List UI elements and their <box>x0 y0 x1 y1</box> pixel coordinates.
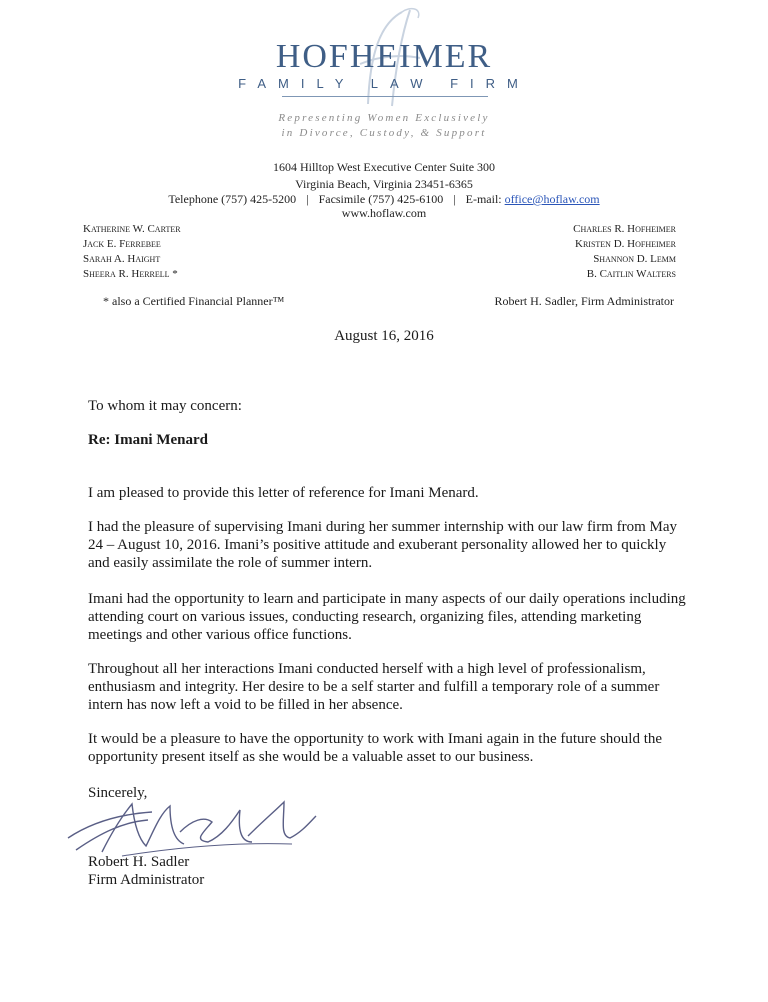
address-line-1: 1604 Hilltop West Executive Center Suite 300 <box>272 160 496 174</box>
closing: Sincerely, <box>88 785 148 801</box>
staff-member: Charles R. Hofheimer <box>573 223 676 235</box>
staff-member: Shannon D. Lemm <box>593 253 676 265</box>
email-link[interactable]: office@hoflaw.com <box>504 192 600 206</box>
letterhead-divider <box>282 96 488 97</box>
telephone: Telephone (757) 425-5200 <box>168 192 297 206</box>
contact-line <box>0 192 768 207</box>
staff-member: B. Caitlin Walters <box>586 268 676 280</box>
address-line-2: Virginia Beach, Virginia 23451-6365 <box>295 177 473 191</box>
signer-name: Robert H. Sadler <box>88 854 190 870</box>
paragraph: It would be a pleasure to have the opportunity to work with Imani again in the future should the opportunity present itself as she would be a valuable asset to our business. <box>88 731 663 765</box>
cfp-footnote: * also a Certified Financial Planner™ <box>103 294 285 308</box>
re-line: Re: Imani Menard <box>88 432 208 448</box>
staff-member: Katherine W. Carter <box>83 223 181 235</box>
staff-member: Sarah A. Haight <box>83 253 161 265</box>
paragraph: Imani had the opportunity to learn and participate in many aspects of our daily operations including attending court on various issues, conducting research, organizing files, attending marketing meetings and other various office functions. <box>88 591 686 643</box>
staff-member: Sheera R. Herrell * <box>83 268 178 280</box>
staff-member: Kristen D. Hofheimer <box>575 238 676 250</box>
firm-administrator-line: Robert H. Sadler, Firm Administrator <box>494 294 674 308</box>
firm-subtitle: FAMILY LAW FIRM <box>238 76 530 91</box>
staff-list-right <box>573 222 676 282</box>
facsimile: Facsimile (757) 425-6100 <box>318 192 444 206</box>
email-label: E-mail: <box>465 192 502 206</box>
tagline-line-1: Representing Women Exclusively <box>278 112 490 124</box>
paragraph: I am pleased to provide this letter of reference for Imani Menard. <box>88 485 479 501</box>
paragraph: Throughout all her interactions Imani conducted herself with a high level of professionalism, enthusiasm and integrity. Her desire to be a self starter and fulfill a temporary role of a summer intern has now left a void to be filled in her absence. <box>88 661 660 713</box>
website: www.hoflaw.com <box>341 206 427 220</box>
separator: | <box>453 192 456 206</box>
separator: | <box>306 192 309 206</box>
salutation: To whom it may concern: <box>88 398 242 414</box>
signer-title: Firm Administrator <box>88 872 205 888</box>
paragraph: I had the pleasure of supervising Imani during her summer internship with our law firm from May 24 – August 10, 2016. Imani’s positive attitude and exuberant personality allowed her to quickly and easily assimilate the role of summer intern. <box>88 519 678 571</box>
tagline-line-2: in Divorce, Custody, & Support <box>281 127 487 139</box>
staff-list-left <box>83 222 181 282</box>
staff-member: Jack E. Ferrebee <box>83 238 161 250</box>
letter-date: August 16, 2016 <box>334 328 434 344</box>
handwritten-signature <box>62 792 322 862</box>
firm-name: HOFHEIMER <box>275 38 493 75</box>
